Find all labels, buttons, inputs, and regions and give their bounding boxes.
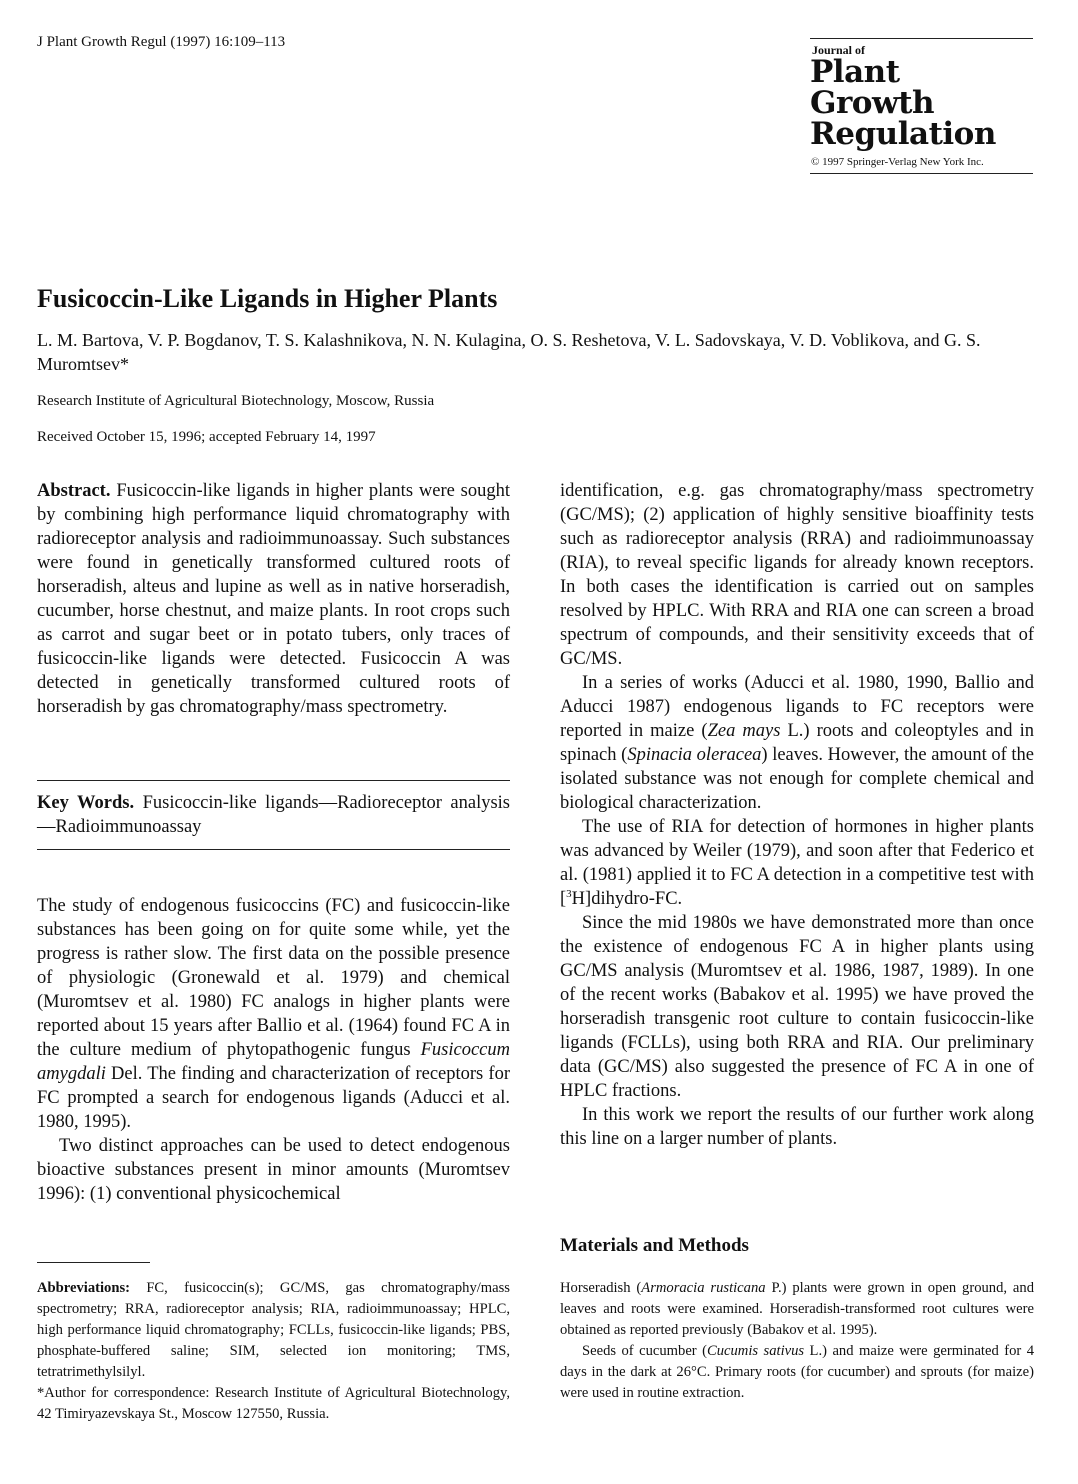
abstract-label: Abstract. xyxy=(37,481,111,501)
body-text: The use of RIA for detection of hormones in higher plants was advanced by Weiler (1979), and soon after that Federico et al. (1981) applied it to FC A detection in a competitive test with [ xyxy=(560,817,1034,909)
species-name: Spinacia oleracea xyxy=(627,745,762,765)
received-dates: Received October 15, 1996; accepted February 14, 1997 xyxy=(37,429,376,445)
section-heading-methods: Materials and Methods xyxy=(560,1235,749,1256)
methods-paragraph-2 xyxy=(560,1341,1034,1404)
isotope-superscript: 3 xyxy=(566,887,572,900)
intro-text: The study of endogenous fusicoccins (FC) and fusicoccin-like substances has been going on for quite some while, yet the progress is rather slow. The first data on the possible presence of physiologic (Gronewald et al. 1979) and chemical (Muromtsev et al. 1980) FC analogs in higher plants were reported about 15 years after Ballio et al. (1964) found FC A in the culture medium of phytopathogenic fungus xyxy=(37,896,510,1060)
abbreviations-text: FC, fusicoccin(s); GC/MS, gas chromatography/mass spectrometry; RRA, radioreceptor analysis; RIA, radioimmunoassay; HPLC, high performance liquid chromatography; FCLLs, fusicoccin-like ligands; PBS, phosphate-buffered saline; SIM, selected ion monitoring; TMS, tetratrimethylsilyl. xyxy=(37,1280,510,1380)
right-paragraph-1: identification, e.g. gas chromatography/mass spectrometry (GC/MS); (2) application of highly sensitive bioaffinity tests such as radioreceptor analysis (RRA) and radioimmunoassay (RIA), to reveal specific ligands for already known receptors. In both cases the identification is carried out on samples resolved by HPLC. With RRA and RIA one can screen a broad spectrum of compounds, and their sensitivity exceeds that of GC/MS. xyxy=(560,481,1034,669)
species-name: Zea mays xyxy=(707,721,781,741)
copyright-notice: © 1997 Springer-Verlag New York Inc. xyxy=(811,156,984,168)
footnotes xyxy=(37,1278,510,1425)
body-text: ) leaves. However, the amount of the isolated substance was not enough for complete chemical and biological characterization. xyxy=(560,745,1034,813)
intro-paragraph-2: Two distinct approaches can be used to detect endogenous bioactive substances present in minor amounts (Muromtsev 1996): (1) conventional physicochemical xyxy=(37,1136,510,1204)
species-name: Armoracia rusticana xyxy=(641,1280,766,1296)
introduction xyxy=(37,894,510,1206)
abbreviations-label: Abbreviations: xyxy=(37,1280,130,1296)
correspondence-footnote: *Author for correspondence: Research Institute of Agricultural Biotechnology, 42 Timiryazevskaya St., Moscow 127550, Russia. xyxy=(37,1385,510,1422)
journal-citation: J Plant Growth Regul (1997) 16:109–113 xyxy=(37,34,286,50)
article-title: Fusicoccin-Like Ligands in Higher Plants xyxy=(37,284,498,313)
right-paragraph-3 xyxy=(560,815,1034,911)
right-paragraph-5: In this work we report the results of our further work along this line on a larger number of plants. xyxy=(560,1105,1034,1149)
species-name: Fusicoccum amygdali xyxy=(37,1040,510,1084)
methods-paragraph-1 xyxy=(560,1278,1034,1341)
journal-logo-word-growth: Growth xyxy=(810,85,935,121)
abbreviations-footnote xyxy=(37,1278,510,1383)
intro-text: Del. The finding and characterization of receptors for FC prompted a search for endogenous ligands (Aducci et al. 1980, 1995). xyxy=(37,1064,510,1132)
species-name: Cucumis sativus xyxy=(707,1343,805,1359)
affiliation: Research Institute of Agricultural Biotechnology, Moscow, Russia xyxy=(37,393,435,409)
abstract-text: Fusicoccin-like ligands in higher plants were sought by combining high performance liquid chromatography with radioreceptor analysis and radioimmunoassay. Such substances were found in genetically transformed cultured roots of horseradish, alteus and lupine as well as in native horseradish, cucumber, horse chestnut, and maize plants. In root crops such as carrot and sugar beet or in potato tubers, only traces of fusicoccin-like ligands were detected. Fusicoccin A was detected in genetically transformed cultured roots of horseradish by gas chromatography/mass spectrometry. xyxy=(37,481,510,717)
right-paragraph-2 xyxy=(560,671,1034,815)
journal-logo xyxy=(810,38,1033,174)
keywords-label: Key Words. xyxy=(37,793,135,813)
journal-logo-small: Journal of xyxy=(812,43,866,57)
methods-text xyxy=(560,1278,1034,1404)
body-text: L.) and maize were germinated for 4 days in the dark at 26°C. Primary roots (for cucumber) and sprouts (for maize) were used in routine extraction. xyxy=(560,1343,1035,1401)
right-column-text xyxy=(560,479,1034,1151)
body-text: P.) plants were grown in open ground, and leaves and roots were examined. Horseradish-transformed root cultures were obtained as reported previously (Babakov et al. 1995). xyxy=(560,1280,1034,1338)
author-list: L. M. Bartova, V. P. Bogdanov, T. S. Kalashnikova, N. N. Kulagina, O. S. Reshetova, V. L. Sadovskaya, V. D. Voblikova, and G. S. Muromtsev* xyxy=(37,330,981,374)
abstract xyxy=(37,479,510,719)
intro-paragraph-1 xyxy=(37,894,510,1134)
body-text: H]dihydro-FC. xyxy=(571,889,683,909)
keywords-box xyxy=(37,780,510,850)
body-text: In a series of works (Aducci et al. 1980, 1990, Ballio and Aducci 1987) endogenous ligands to FC receptors were reported in maize ( xyxy=(560,673,1034,741)
footnote-divider xyxy=(37,1262,150,1263)
journal-logo-word-plant: Plant xyxy=(810,54,900,90)
journal-logo-word-regulation: Regulation xyxy=(810,116,996,152)
body-text: Horseradish ( xyxy=(560,1280,642,1296)
keywords-text: Fusicoccin-like ligands—Radioreceptor analysis—Radioimmunoassay xyxy=(37,793,511,837)
body-text: Seeds of cucumber ( xyxy=(582,1343,707,1359)
body-text: L.) roots and coleoptyles and in spinach ( xyxy=(560,721,1034,765)
right-paragraph-4: Since the mid 1980s we have demonstrated more than once the existence of endogenous FC A in higher plants using GC/MS analysis (Muromtsev et al. 1986, 1987, 1989). In one of the recent works (Babakov et al. 1995) we have proved the horseradish transgenic root culture to contain fusicoccin-like ligands (FCLLs), using both RRA and RIA. Our preliminary data (GC/MS) also suggested the presence of FC A in one of HPLC fractions. xyxy=(560,913,1034,1101)
